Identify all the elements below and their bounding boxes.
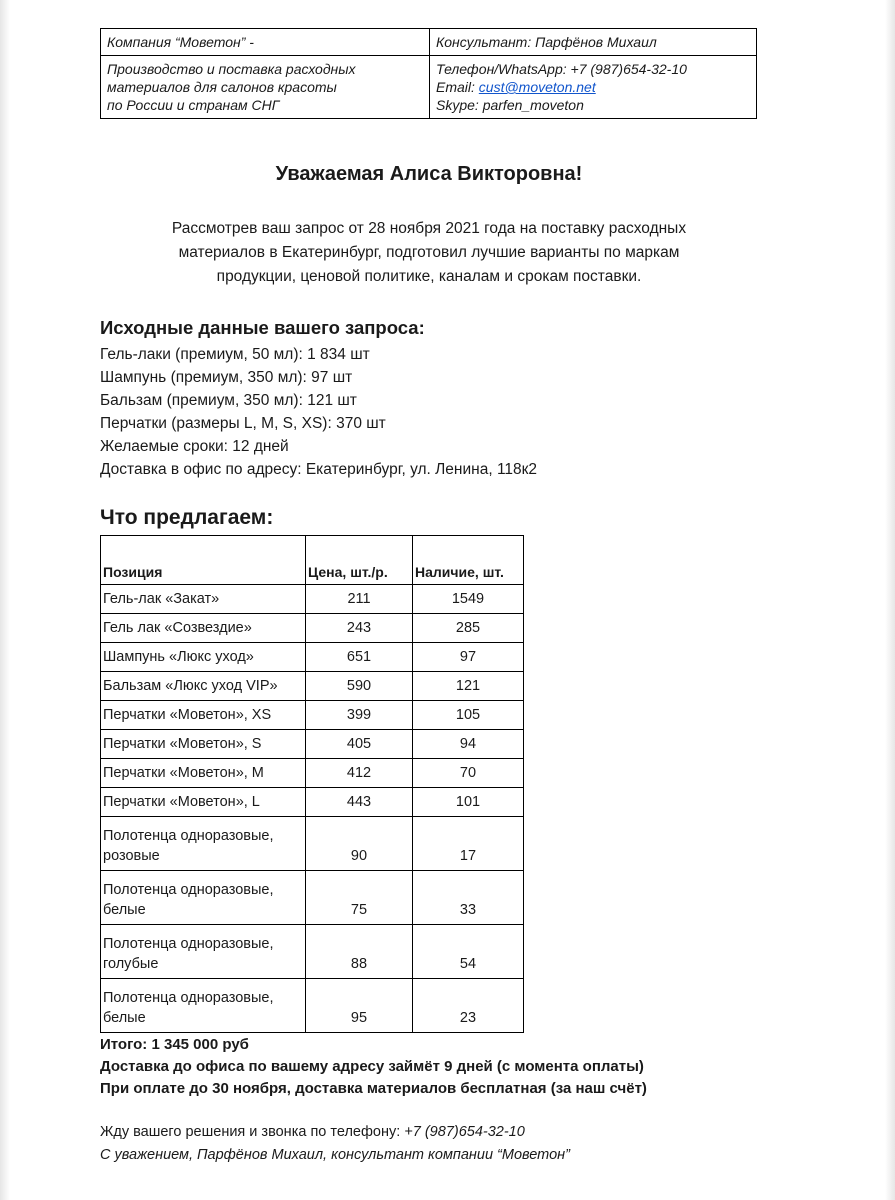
item-price: 399 <box>306 701 413 730</box>
item-stock: 1549 <box>413 585 524 614</box>
email-label: Email: <box>436 79 479 95</box>
item-stock: 101 <box>413 788 524 817</box>
summary-block <box>100 1034 647 1100</box>
item-price: 90 <box>306 817 413 871</box>
item-name-line: Полотенца одноразовые, <box>103 990 274 1006</box>
item-name-line: розовые <box>103 848 160 864</box>
item-price: 243 <box>306 614 413 643</box>
item-price: 75 <box>306 871 413 925</box>
item-price: 590 <box>306 672 413 701</box>
item-stock: 23 <box>413 979 524 1033</box>
offer-table-header <box>101 536 524 585</box>
request-line: Бальзам (премиум, 350 мл): 121 шт <box>100 392 357 409</box>
total-text: Итого: 1 345 000 руб <box>100 1036 249 1053</box>
item-price: 443 <box>306 788 413 817</box>
email-link[interactable]: cust@moveton.net <box>478 79 596 95</box>
wait-phone: +7 (987)654-32-10 <box>404 1124 525 1140</box>
item-name: Перчатки «Моветон», M <box>101 759 306 788</box>
item-name-line: Полотенца одноразовые, <box>103 828 274 844</box>
column-header-stock: Наличие, шт. <box>413 536 524 585</box>
delivery-text: Доставка до офиса по вашему адресу займёт 9 дней (с момента оплаты) <box>100 1058 644 1075</box>
description-line: по России и странам СНГ <box>107 97 280 113</box>
request-line: Доставка в офис по адресу: Екатеринбург, ул. Ленина, 118к2 <box>100 461 538 478</box>
signature-text: С уважением, Парфёнов Михаил, консультант компании “Моветон” <box>100 1147 570 1163</box>
intro-paragraph <box>120 217 738 289</box>
wait-text: Жду вашего решения и звонка по телефону: <box>100 1124 405 1140</box>
item-stock: 121 <box>413 672 524 701</box>
item-name: Бальзам «Люкс уход VIP» <box>101 672 306 701</box>
item-name-line: белые <box>103 902 146 918</box>
wait-line <box>100 1121 570 1144</box>
table-row <box>101 614 524 643</box>
table-row <box>101 979 524 1033</box>
item-stock: 54 <box>413 925 524 979</box>
item-price: 651 <box>306 643 413 672</box>
column-header-price: Цена, шт./р. <box>306 536 413 585</box>
item-price: 412 <box>306 759 413 788</box>
item-name-line: Полотенца одноразовые, <box>103 882 274 898</box>
intro-line: продукции, ценовой политике, каналам и срокам поставки. <box>216 268 642 285</box>
item-name: Перчатки «Моветон», L <box>101 788 306 817</box>
request-line: Шампунь (премиум, 350 мл): 97 шт <box>100 369 353 386</box>
item-stock: 17 <box>413 817 524 871</box>
item-name <box>101 979 306 1033</box>
item-stock: 105 <box>413 701 524 730</box>
table-row <box>101 759 524 788</box>
item-name-line: Полотенца одноразовые, <box>103 936 274 952</box>
table-row <box>101 730 524 759</box>
table-row <box>101 672 524 701</box>
intro-line: материалов в Екатеринбург, подготовил лучшие варианты по маркам <box>178 244 680 261</box>
item-stock: 94 <box>413 730 524 759</box>
greeting-heading: Уважаемая Алиса Викторовна! <box>275 163 583 185</box>
table-row <box>101 643 524 672</box>
table-row <box>101 925 524 979</box>
closing-block <box>100 1121 570 1167</box>
request-list <box>100 343 537 481</box>
table-row <box>101 585 524 614</box>
offer-table <box>100 535 524 1033</box>
company-cell: Компания “Моветон” - <box>101 29 430 56</box>
item-name <box>101 925 306 979</box>
header-table <box>100 28 757 119</box>
item-name: Перчатки «Моветон», XS <box>101 701 306 730</box>
phone-text: Телефон/WhatsApp: +7 (987)654-32-10 <box>436 61 687 77</box>
item-name-line: белые <box>103 1010 146 1026</box>
table-row <box>101 701 524 730</box>
company-description <box>101 56 430 119</box>
column-header-position: Позиция <box>101 536 306 585</box>
item-name: Шампунь «Люкс уход» <box>101 643 306 672</box>
intro-line: Рассмотрев ваш запрос от 28 ноября 2021 года на поставку расходных <box>171 220 687 237</box>
table-row <box>101 817 524 871</box>
item-name: Гель-лак «Закат» <box>101 585 306 614</box>
request-line: Перчатки (размеры L, M, S, XS): 370 шт <box>100 415 386 432</box>
item-stock: 70 <box>413 759 524 788</box>
item-price: 405 <box>306 730 413 759</box>
item-name <box>101 817 306 871</box>
request-heading: Исходные данные вашего запроса: <box>100 317 425 338</box>
item-stock: 97 <box>413 643 524 672</box>
description-line: материалов для салонов красоты <box>107 79 337 95</box>
email-line <box>436 78 750 96</box>
consultant-cell: Консультант: Парфёнов Михаил <box>430 29 757 56</box>
offer-heading: Что предлагаем: <box>100 506 274 529</box>
promo-text: При оплате до 30 ноября, доставка материалов бесплатная (за наш счёт) <box>100 1080 647 1097</box>
request-line: Гель-лаки (премиум, 50 мл): 1 834 шт <box>100 346 370 363</box>
description-line: Производство и поставка расходных <box>107 61 356 77</box>
table-row <box>101 871 524 925</box>
item-name-line: голубые <box>103 956 159 972</box>
item-name: Гель лак «Созвездие» <box>101 614 306 643</box>
table-row <box>101 788 524 817</box>
contacts-cell <box>430 56 757 119</box>
item-stock: 33 <box>413 871 524 925</box>
request-line: Желаемые сроки: 12 дней <box>100 438 289 455</box>
skype-text: Skype: parfen_moveton <box>436 97 584 113</box>
item-stock: 285 <box>413 614 524 643</box>
item-price: 211 <box>306 585 413 614</box>
item-name: Перчатки «Моветон», S <box>101 730 306 759</box>
item-price: 95 <box>306 979 413 1033</box>
item-name <box>101 871 306 925</box>
item-price: 88 <box>306 925 413 979</box>
